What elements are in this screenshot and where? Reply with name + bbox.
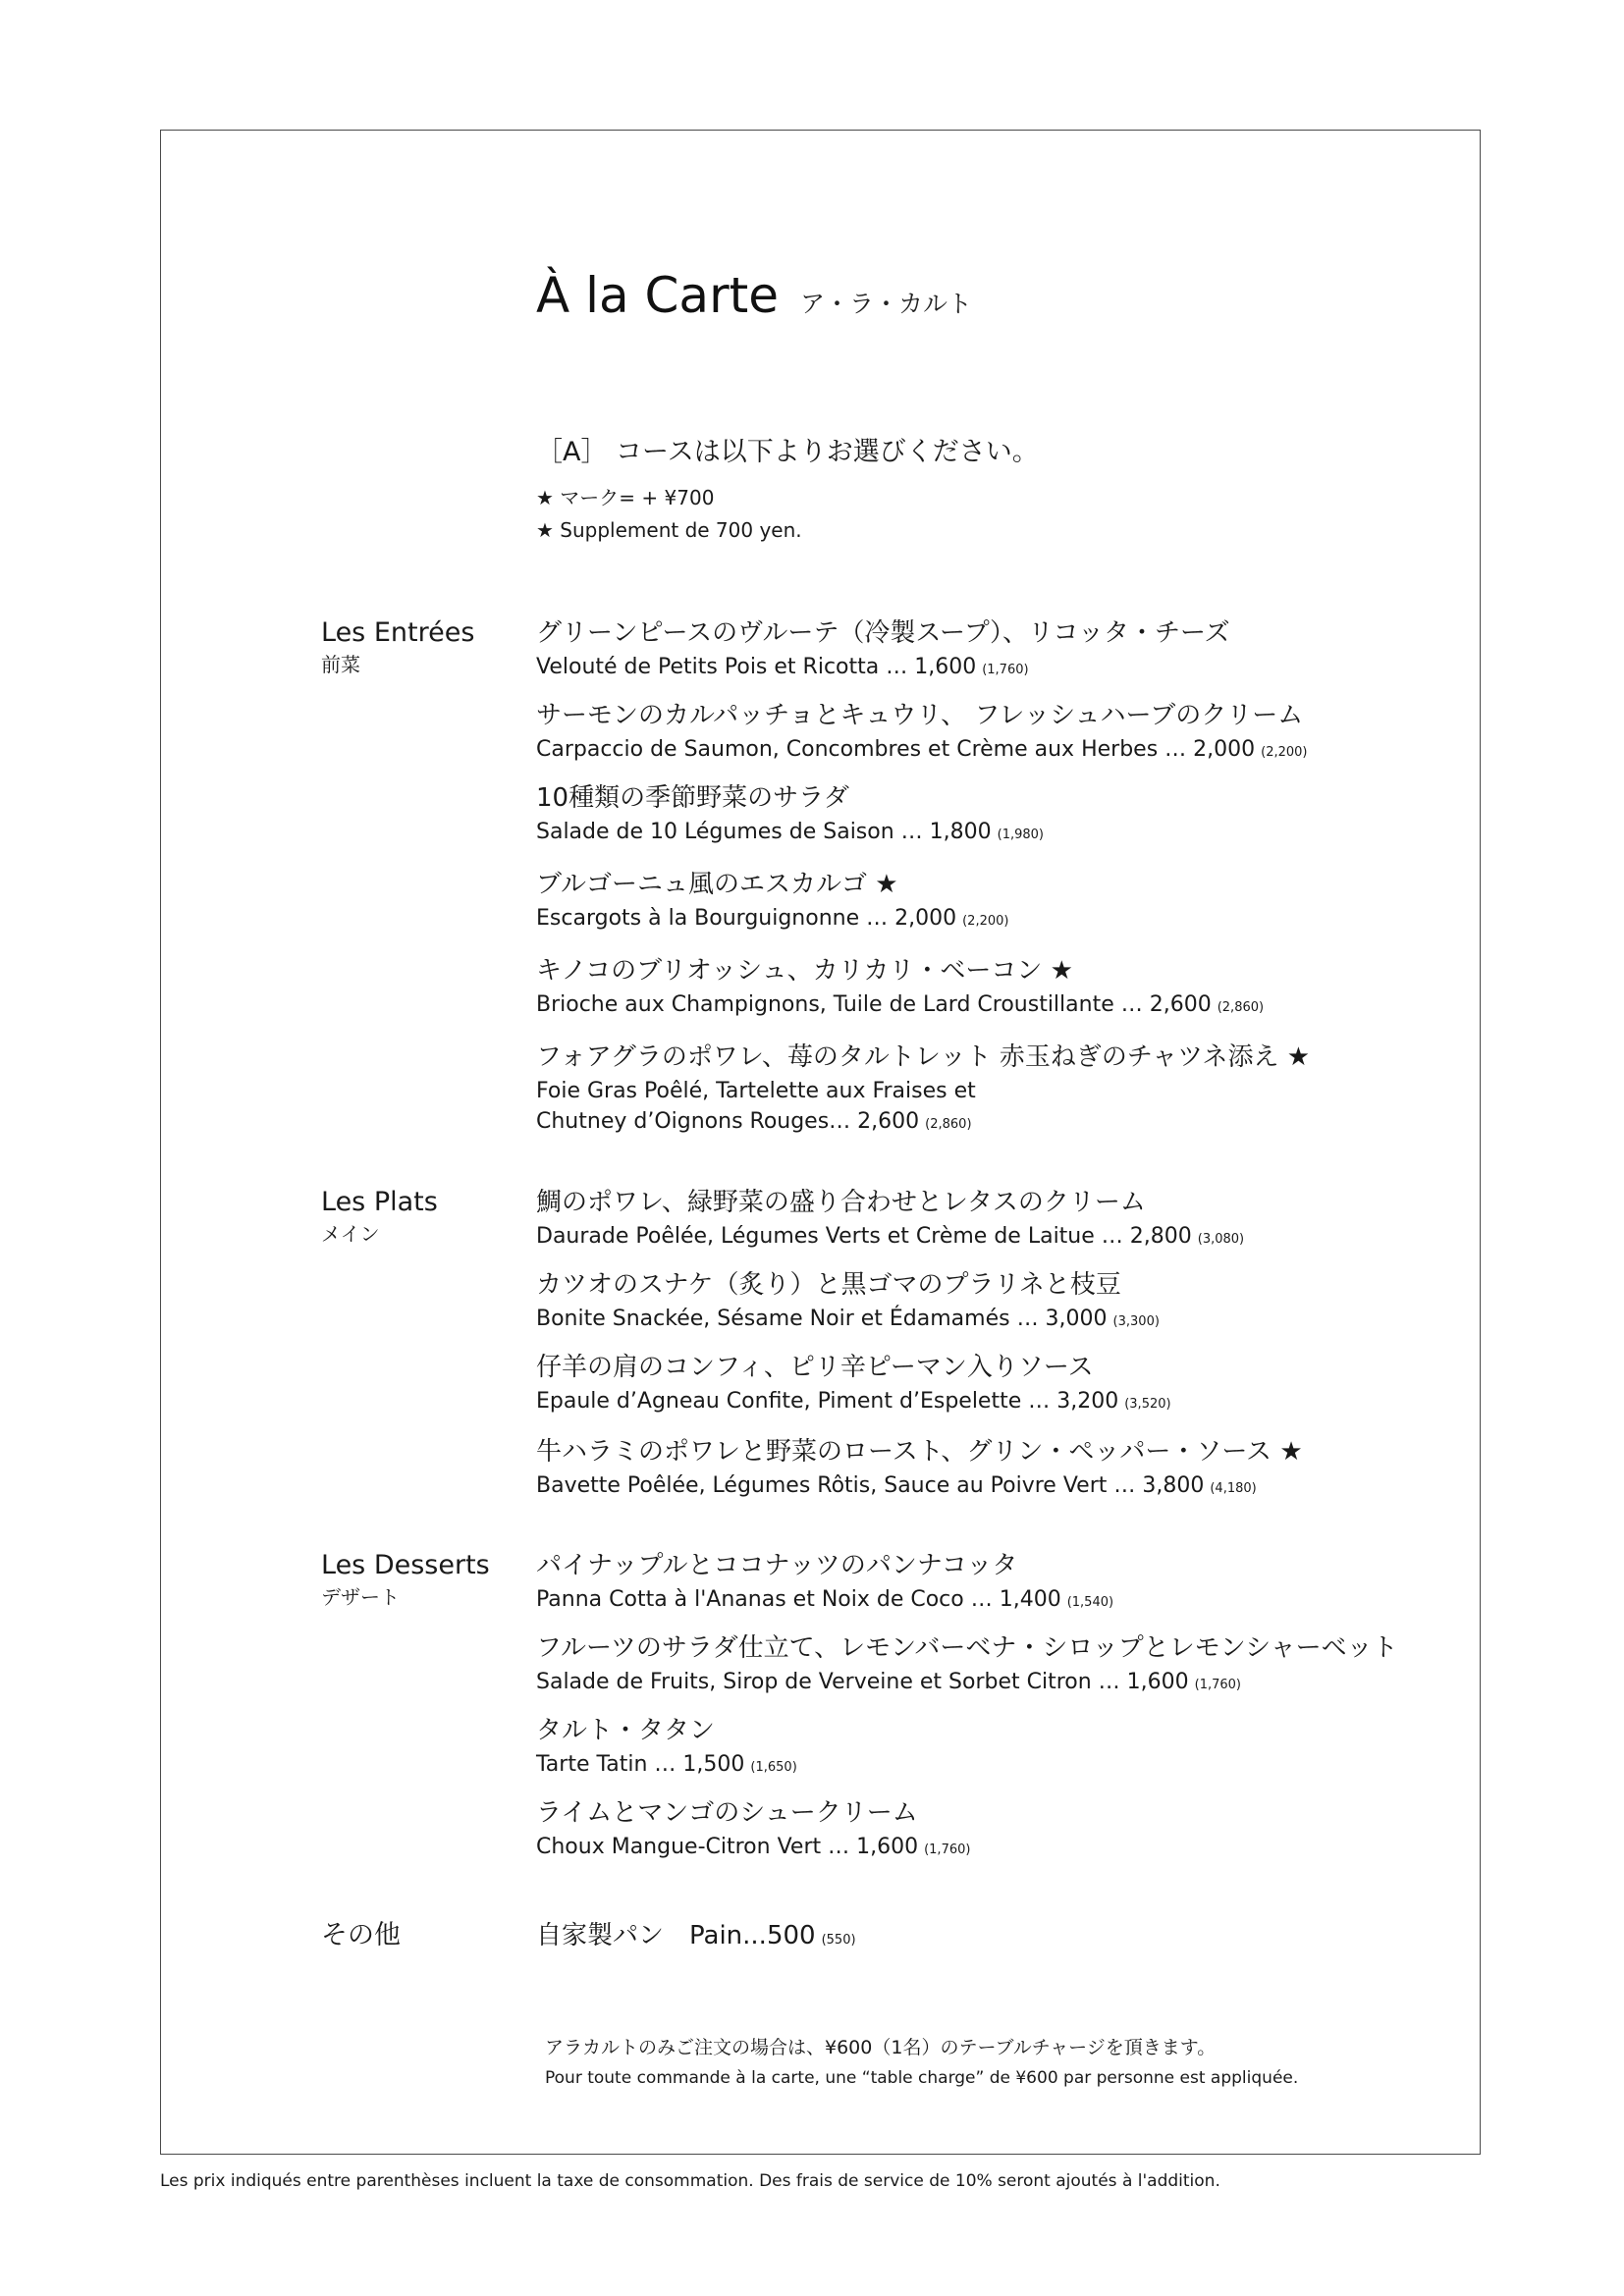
intro-star-note-fr: ★ Supplement de 700 yen. bbox=[536, 518, 802, 542]
menu-item bbox=[536, 697, 1308, 768]
item-price-tax: (4,180) bbox=[1210, 1481, 1257, 1496]
item-price-tax: (1,760) bbox=[1194, 1678, 1242, 1692]
item-name-jp: フルーツのサラダ仕立て、レモンバーベナ・シロップとレモンシャーベット bbox=[536, 1633, 1398, 1663]
item-price: Escargots à la Bourguignonne … 2,000 bbox=[536, 906, 957, 931]
section-label-entrees bbox=[321, 616, 474, 679]
item-price: Epaule d’Agneau Confite, Piment d’Espelette … 3,200 bbox=[536, 1389, 1119, 1414]
section-label-desserts bbox=[321, 1549, 490, 1612]
menu-item bbox=[536, 1039, 1310, 1140]
item-name-fr bbox=[536, 989, 1264, 1023]
item-price-tax: (1,760) bbox=[924, 1842, 971, 1857]
table-charge-note-fr: Pour toute commande à la carte, une “table charge” de ¥600 par personne est appliquée. bbox=[545, 2068, 1299, 2088]
item-price-tax: (2,860) bbox=[1217, 1000, 1265, 1015]
table-charge-note-jp: アラカルトのみご注文の場合は、¥600（1名）のテーブルチャージを頂きます。 bbox=[545, 2037, 1217, 2058]
item-price: Brioche aux Champignons, Tuile de Lard Croustillante … 2,600 bbox=[536, 992, 1212, 1017]
item-name-fr bbox=[536, 1832, 970, 1865]
menu-item bbox=[536, 1184, 1244, 1255]
item-price: 自家製パン Pain...500 bbox=[536, 1921, 816, 1950]
intro-course-note: ［A］ コースは以下よりお選びください。 bbox=[536, 437, 1039, 467]
item-name-jp: 仔羊の肩のコンフィ、ピリ辛ピーマン入りソース bbox=[536, 1353, 1094, 1382]
menu-item bbox=[536, 1433, 1303, 1504]
item-price: Salade de Fruits, Sirop de Verveine et Sorbet Citron … 1,600 bbox=[536, 1670, 1189, 1694]
section-title-fr: Les Desserts bbox=[321, 1550, 490, 1580]
menu-item bbox=[536, 1266, 1160, 1337]
footer-tax-note: Les prix indiqués entre parenthèses incluent la taxe de consommation. Des frais de service de 10% seront ajoutés à l'addition. bbox=[160, 2171, 1220, 2191]
section-title-jp: デザート bbox=[321, 1585, 400, 1609]
item-name-jp: ライムとマンゴのシュークリーム bbox=[536, 1798, 918, 1828]
item-price-tax: (1,650) bbox=[750, 1760, 797, 1775]
item-name-jp: タルト・タタン bbox=[536, 1716, 716, 1745]
menu-item bbox=[536, 614, 1230, 685]
item-name-fr bbox=[536, 1667, 1398, 1700]
page-title bbox=[536, 267, 972, 324]
item-price: Chutney d’Oignons Rouges… 2,600 bbox=[536, 1109, 920, 1134]
menu-item bbox=[536, 1547, 1113, 1618]
menu-item bbox=[536, 1794, 970, 1865]
item-price-tax: (2,200) bbox=[962, 914, 1009, 929]
item-price: Velouté de Petits Pois et Ricotta … 1,600 bbox=[536, 655, 977, 679]
item-price-tax: (2,860) bbox=[925, 1117, 972, 1132]
menu-item bbox=[536, 779, 1044, 850]
item-name-jp: パイナップルとココナッツのパンナコッタ bbox=[536, 1551, 1018, 1580]
section-label-plats bbox=[321, 1186, 438, 1249]
item-name-jp: キノコのブリオッシュ、カリカリ・ベーコン ★ bbox=[536, 956, 1073, 986]
section-title-fr: Les Entrées bbox=[321, 617, 475, 648]
item-name-jp: 牛ハラミのポワレと野菜のロースト、グリン・ペッパー・ソース ★ bbox=[536, 1437, 1303, 1467]
item-name-fr bbox=[536, 903, 1008, 936]
item-price: Choux Mangue-Citron Vert … 1,600 bbox=[536, 1835, 919, 1859]
menu-item bbox=[536, 866, 1008, 936]
item-name-fr bbox=[536, 1749, 797, 1783]
item-price: Salade de 10 Légumes de Saison … 1,800 bbox=[536, 820, 992, 844]
item-price: Panna Cotta à l'Ananas et Noix de Coco … 1,400 bbox=[536, 1587, 1061, 1612]
item-price: Tarte Tatin … 1,500 bbox=[536, 1752, 745, 1777]
item-price-tax: (3,080) bbox=[1197, 1232, 1245, 1247]
item-name-jp: サーモンのカルパッチョとキュウリ、 フレッシュハーブのクリーム bbox=[536, 701, 1304, 730]
item-name-fr bbox=[536, 817, 1044, 850]
section-title-jp: 前菜 bbox=[321, 653, 360, 676]
item-name-fr bbox=[536, 734, 1308, 768]
section-title-jp: その他 bbox=[321, 1920, 401, 1950]
item-price-tax: (2,200) bbox=[1261, 745, 1308, 760]
item-name-fr bbox=[536, 1584, 1113, 1618]
item-name-jp: ブルゴーニュ風のエスカルゴ ★ bbox=[536, 870, 898, 899]
item-name-jp: フォアグラのポワレ、苺のタルトレット 赤玉ねぎのチャツネ添え ★ bbox=[536, 1042, 1311, 1072]
item-name-fr bbox=[536, 652, 1230, 685]
item-name bbox=[536, 1917, 856, 1959]
item-price: Bavette Poêlée, Légumes Rôtis, Sauce au Poivre Vert … 3,800 bbox=[536, 1473, 1205, 1498]
intro-star-note-jp: ★ マーク= + ¥700 bbox=[536, 486, 715, 509]
table-charge-note bbox=[545, 2032, 1298, 2093]
item-name-fr-line2 bbox=[536, 1106, 1310, 1140]
item-price-tax: (550) bbox=[821, 1933, 856, 1948]
item-price-tax: (1,760) bbox=[982, 663, 1029, 677]
section-title-fr: Les Plats bbox=[321, 1187, 438, 1217]
item-price-tax: (3,300) bbox=[1112, 1314, 1160, 1329]
title-main: À la Carte bbox=[536, 267, 779, 324]
item-name-fr: Foie Gras Poêlé, Tartelette aux Fraises et bbox=[536, 1079, 976, 1103]
item-name-fr bbox=[536, 1470, 1303, 1504]
item-name-jp: 鯛のポワレ、緑野菜の盛り合わせとレタスのクリーム bbox=[536, 1188, 1146, 1217]
item-name-jp: 10種類の季節野菜のサラダ bbox=[536, 783, 849, 813]
item-name-fr bbox=[536, 1304, 1160, 1337]
item-name-fr bbox=[536, 1221, 1244, 1255]
menu-item bbox=[536, 952, 1264, 1023]
menu-item bbox=[536, 1629, 1398, 1700]
item-price-tax: (1,540) bbox=[1066, 1595, 1114, 1610]
menu-item-bread bbox=[536, 1917, 856, 1959]
item-price-tax: (3,520) bbox=[1124, 1397, 1171, 1412]
section-label-other bbox=[321, 1919, 401, 1952]
menu-item bbox=[536, 1349, 1171, 1419]
section-title-jp: メイン bbox=[321, 1222, 380, 1246]
item-price: Daurade Poêlée, Légumes Verts et Crème de Laitue … 2,800 bbox=[536, 1224, 1192, 1249]
intro-block bbox=[536, 430, 1039, 547]
title-japanese: ア・ラ・カルト bbox=[800, 290, 973, 318]
item-name-jp: グリーンピースのヴルーテ（冷製スープ）、リコッタ・チーズ bbox=[536, 618, 1230, 648]
item-name-fr bbox=[536, 1386, 1171, 1419]
item-price: Bonite Snackée, Sésame Noir et Édamamés … 3,000 bbox=[536, 1307, 1108, 1331]
menu-item bbox=[536, 1712, 797, 1783]
item-price: Carpaccio de Saumon, Concombres et Crème aux Herbes … 2,000 bbox=[536, 737, 1256, 762]
item-name-jp: カツオのスナケ（炙り）と黒ゴマのプラリネと枝豆 bbox=[536, 1270, 1121, 1300]
item-price-tax: (1,980) bbox=[997, 828, 1045, 842]
